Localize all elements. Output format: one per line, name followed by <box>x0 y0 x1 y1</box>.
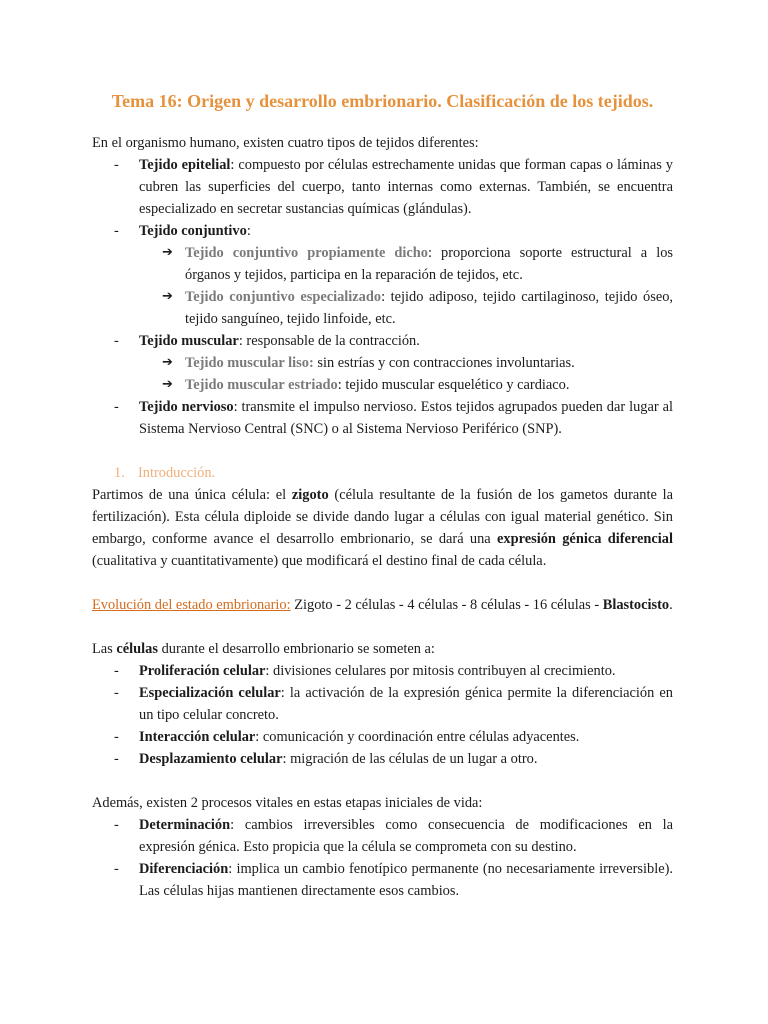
list-item <box>92 748 673 770</box>
list-item <box>92 330 673 352</box>
arrow-icon: ➔ <box>162 245 173 260</box>
term: Proliferación celular <box>139 663 266 679</box>
tissue-list <box>92 154 673 440</box>
term: Blastocisto <box>602 597 670 613</box>
list-item <box>92 660 673 682</box>
dash-bullet: - <box>114 861 119 877</box>
arrow-icon: ➔ <box>162 355 173 370</box>
dash-bullet: - <box>114 399 119 415</box>
arrow-icon: ➔ <box>162 289 173 304</box>
spacer <box>92 572 673 594</box>
definition: : compuesto por células estrechamente unidas que forman capas o láminas y cubren las superficies del cuerpo, tanto internas como externas. También, se encuentra especializado en secretar sustancias químicas (glándulas). <box>139 157 673 217</box>
list-item <box>92 682 673 726</box>
definition: : comunicación y coordinación entre células adyacentes. <box>255 729 580 745</box>
sub-list-item <box>92 286 673 330</box>
text-run: Zigoto - 2 células - 4 células - 8 células - 16 células - <box>290 597 603 613</box>
definition: sin estrías y con contracciones involuntarias. <box>313 355 575 371</box>
term: Tejido epitelial <box>139 157 231 173</box>
vital-list <box>92 814 673 902</box>
text-run: durante el desarrollo embrionario se someten a: <box>157 641 435 657</box>
intro-text: En el organismo humano, existen cuatro tipos de tejidos diferentes: <box>92 135 479 151</box>
document-page <box>92 88 673 902</box>
definition: : migración de las células de un lugar a otro. <box>282 751 538 767</box>
definition: : proporciona soporte estructural a los órganos y tejidos, participa en la reparación de tejidos, etc. <box>185 245 673 283</box>
spacer <box>92 770 673 792</box>
term: Tejido muscular estriado <box>185 377 338 393</box>
list-item <box>92 814 673 858</box>
sub-list-item <box>92 374 673 396</box>
cells-intro <box>92 638 673 660</box>
arrow-icon: ➔ <box>162 377 173 392</box>
text-run: (célula resultante de la fusión de los gametos durante la fertilización). Esta célula diploide se divide dando lugar a células con igual material genético. Sin embargo, conforme avance el desarrollo embrionario, se dará una <box>92 487 673 547</box>
term: células <box>116 641 158 657</box>
list-item <box>92 396 673 440</box>
term: Tejido conjuntivo especializado <box>185 289 382 305</box>
text-run: (cualitativa y cuantitativamente) que modificará el destino final de cada célula. <box>92 553 547 569</box>
section-number: 1. <box>114 465 125 481</box>
definition: : implica un cambio fenotípico permanente (no necesariamente irreversible). Las células hijas mantienen directamente esos cambios. <box>139 861 673 899</box>
definition: : tejido muscular esquelético y cardiaco. <box>337 377 570 393</box>
document-title: Tema 16: Origen y desarrollo embrionario. Clasificación de los tejidos. <box>111 91 654 111</box>
term: Desplazamiento celular <box>139 751 283 767</box>
definition: : transmite el impulso nervioso. Estos tejidos agrupados pueden dar lugar al Sistema Nervioso Central (SNC) o al Sistema Nervioso Periférico (SNP). <box>139 399 673 437</box>
spacer <box>92 440 673 462</box>
definition: : responsable de la contracción. <box>238 333 420 349</box>
definition: : divisiones celulares por mitosis contribuyen al crecimiento. <box>265 663 616 679</box>
definition: : tejido adiposo, tejido cartilaginoso, tejido óseo, tejido sanguíneo, tejido linfoide, etc. <box>185 289 673 327</box>
dash-bullet: - <box>114 729 119 745</box>
dash-bullet: - <box>114 685 119 701</box>
evolution-link[interactable]: Evolución del estado embrionario: <box>92 597 291 613</box>
text-run: Partimos de una única célula: el <box>92 487 292 503</box>
dash-bullet: - <box>114 223 119 239</box>
dash-bullet: - <box>114 817 119 833</box>
term: Tejido muscular <box>139 333 239 349</box>
list-item <box>92 726 673 748</box>
term: Especialización celular <box>139 685 281 701</box>
section-title: Introducción. <box>138 465 216 481</box>
list-item <box>92 858 673 902</box>
term: Determinación <box>139 817 231 833</box>
sub-list-item <box>92 242 673 286</box>
list-item <box>92 154 673 220</box>
term: Tejido conjuntivo propiamente dicho <box>185 245 428 261</box>
term: zigoto <box>291 487 329 503</box>
term: expresión génica diferencial <box>497 531 673 547</box>
dash-bullet: - <box>114 663 119 679</box>
definition: : <box>246 223 251 239</box>
sub-list-item <box>92 352 673 374</box>
evolution-line <box>92 594 673 616</box>
section-heading <box>92 462 673 484</box>
list-item <box>92 220 673 242</box>
term: Tejido muscular liso: <box>185 355 314 371</box>
definition: : la activación de la expresión génica permite la diferenciación en un tipo celular concreto. <box>139 685 673 723</box>
definition: : cambios irreversibles como consecuencia de modificaciones en la expresión génica. Esto propicia que la célula se comprometa con su destino. <box>139 817 673 855</box>
term: Tejido nervioso <box>139 399 234 415</box>
dash-bullet: - <box>114 157 119 173</box>
process-list <box>92 660 673 770</box>
term: Interacción celular <box>139 729 256 745</box>
dash-bullet: - <box>114 333 119 349</box>
paragraph <box>92 484 673 572</box>
text-run: . <box>669 597 673 613</box>
spacer <box>92 616 673 638</box>
vital-intro: Además, existen 2 procesos vitales en estas etapas iniciales de vida: <box>92 795 483 811</box>
term: Tejido conjuntivo <box>139 223 247 239</box>
term: Diferenciación <box>139 861 229 877</box>
text-run: Las <box>92 641 117 657</box>
dash-bullet: - <box>114 751 119 767</box>
